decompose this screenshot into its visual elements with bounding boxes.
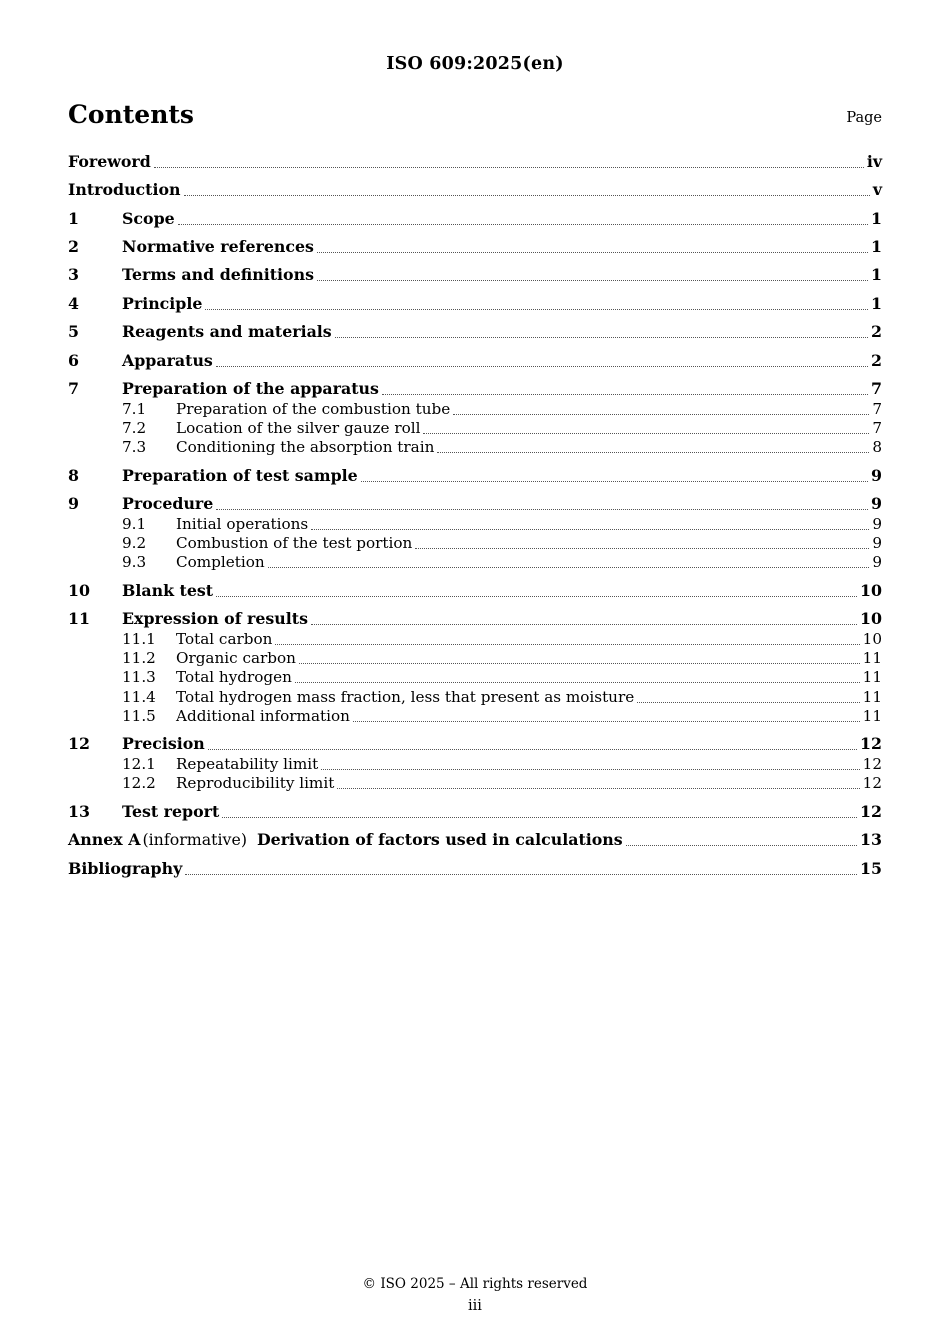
toc-title: Total hydrogen: [176, 668, 292, 686]
toc-entry-11-5[interactable]: [68, 706, 882, 726]
contents-title: Contents: [68, 100, 195, 129]
toc-title: Expression of results: [122, 609, 308, 628]
toc-page: 12: [862, 774, 882, 792]
toc-title: Total hydrogen mass fraction, less that present as moisture: [176, 688, 635, 706]
page-column-label: Page: [846, 110, 882, 126]
toc-title: Introduction: [68, 180, 181, 199]
toc-page: 10: [860, 581, 882, 600]
toc-title: Test report: [122, 802, 220, 821]
toc-page: 1: [871, 237, 882, 256]
page-number: iii: [468, 1298, 482, 1314]
toc-entry-7-3[interactable]: [68, 437, 882, 457]
toc-title: Combustion of the test portion: [176, 534, 413, 552]
toc-entry-7[interactable]: [68, 379, 882, 399]
toc-entry-foreword[interactable]: [68, 152, 882, 172]
dot-leader: [453, 414, 869, 415]
toc-entry-12-1[interactable]: [68, 754, 882, 774]
toc-page: 9: [872, 515, 882, 533]
toc-title: Apparatus: [122, 351, 213, 370]
dot-leader: [184, 195, 870, 196]
toc-entry-7-1[interactable]: [68, 399, 882, 419]
toc-entry-1[interactable]: [68, 209, 882, 229]
toc-entry-11[interactable]: [68, 609, 882, 629]
toc-entry-9-3[interactable]: [68, 552, 882, 572]
toc-title: Total carbon: [176, 630, 273, 648]
toc-number: 7.3: [122, 438, 147, 456]
toc-entry-5[interactable]: [68, 322, 882, 342]
annex-title: Derivation of factors used in calculations: [256, 830, 623, 849]
toc-number: 11.3: [122, 668, 156, 686]
toc-entry-annex-a[interactable]: [68, 830, 882, 850]
dot-leader: [299, 663, 860, 664]
dot-leader: [353, 721, 860, 722]
toc-page: 9: [872, 534, 882, 552]
dot-leader: [361, 481, 868, 482]
toc-title: Terms and definitions: [122, 265, 314, 284]
annex-label: Annex A: [68, 830, 141, 849]
dot-leader: [216, 366, 868, 367]
toc-page: 11: [862, 688, 882, 706]
dot-leader: [205, 309, 868, 310]
toc-number: 10: [68, 581, 90, 600]
dot-leader: [311, 529, 869, 530]
toc-number: 1: [68, 209, 79, 228]
toc-number: 3: [68, 265, 79, 284]
toc-entry-11-2[interactable]: [68, 648, 882, 668]
toc-entry-2[interactable]: [68, 237, 882, 257]
toc-title: Preparation of the combustion tube: [176, 400, 451, 418]
toc-number: 12.2: [122, 774, 156, 792]
toc-entry-11-1[interactable]: [68, 629, 882, 649]
dot-leader: [185, 874, 857, 875]
toc-page: 11: [862, 649, 882, 667]
dot-leader: [222, 817, 857, 818]
document-id: ISO 609:2025(en): [386, 54, 564, 74]
toc-title: Normative references: [122, 237, 314, 256]
toc-number: 6: [68, 351, 79, 370]
toc-title: Conditioning the absorption train: [176, 438, 435, 456]
toc-page: 11: [862, 707, 882, 725]
dot-leader: [154, 167, 864, 168]
dot-leader: [216, 509, 868, 510]
toc-entry-9-1[interactable]: [68, 514, 882, 534]
toc-title: Repeatability limit: [176, 755, 319, 773]
toc-entry-8[interactable]: [68, 466, 882, 486]
toc-entry-6[interactable]: [68, 351, 882, 371]
toc-entry-9[interactable]: [68, 494, 882, 514]
toc-entry-11-3[interactable]: [68, 667, 882, 687]
dot-leader: [275, 644, 859, 645]
toc-page: 2: [871, 351, 882, 370]
toc-entry-10[interactable]: [68, 581, 882, 601]
toc-page: 12: [862, 755, 882, 773]
toc-number: 7: [68, 379, 79, 398]
toc-entry-7-2[interactable]: [68, 418, 882, 438]
copyright-notice: © ISO 2025 – All rights reserved: [362, 1276, 588, 1292]
toc-entry-3[interactable]: [68, 265, 882, 285]
dot-leader: [337, 788, 859, 789]
toc-page: 7: [872, 400, 882, 418]
toc-number: 2: [68, 237, 79, 256]
toc-title: Bibliography: [68, 859, 183, 878]
toc-entry-4[interactable]: [68, 294, 882, 314]
toc-page: 11: [862, 668, 882, 686]
toc-number: 11.4: [122, 688, 156, 706]
dot-leader: [317, 252, 868, 253]
toc-number: 12: [68, 734, 90, 753]
toc-title: Blank test: [122, 581, 214, 600]
toc-title: Preparation of test sample: [122, 466, 358, 485]
toc-number: 11: [68, 609, 90, 628]
dot-leader: [415, 548, 869, 549]
toc-title: Initial operations: [176, 515, 309, 533]
toc-page: 12: [860, 734, 882, 753]
toc-page: 12: [860, 802, 882, 821]
toc-number: 9.3: [122, 553, 147, 571]
toc-entry-9-2[interactable]: [68, 533, 882, 553]
toc-title: Scope: [122, 209, 175, 228]
toc-number: 5: [68, 322, 79, 341]
toc-title: Foreword: [68, 152, 151, 171]
toc-number: 11.1: [122, 630, 156, 648]
toc-number: 7.2: [122, 419, 147, 437]
toc-title: Preparation of the apparatus: [122, 379, 379, 398]
toc-entry-12-2[interactable]: [68, 773, 882, 793]
toc-entry-introduction[interactable]: [68, 180, 882, 200]
toc-title: Reagents and materials: [122, 322, 332, 341]
toc-title: Organic carbon: [176, 649, 296, 667]
dot-leader: [437, 452, 869, 453]
toc-title: Location of the silver gauze roll: [176, 419, 421, 437]
toc-page: 2: [871, 322, 882, 341]
dot-leader: [268, 567, 870, 568]
toc-entry-12[interactable]: [68, 734, 882, 754]
toc-page: 8: [872, 438, 882, 456]
dot-leader: [423, 433, 869, 434]
toc-title: Principle: [122, 294, 203, 313]
toc-page: iv: [866, 152, 882, 171]
toc-number: 4: [68, 294, 79, 313]
toc-page: 9: [872, 553, 882, 571]
dot-leader: [295, 682, 860, 683]
dot-leader: [335, 337, 868, 338]
toc-page: 1: [871, 265, 882, 284]
annex-type: (informative): [142, 830, 247, 849]
toc-number: 9: [68, 494, 79, 513]
toc-entry-13[interactable]: [68, 802, 882, 822]
toc-page: 15: [860, 859, 882, 878]
toc-title: Reproducibility limit: [176, 774, 335, 792]
toc-number: 13: [68, 802, 90, 821]
dot-leader: [178, 224, 868, 225]
toc-number: 11.5: [122, 707, 156, 725]
dot-leader: [208, 749, 857, 750]
toc-page: 13: [860, 830, 882, 849]
dot-leader: [637, 702, 859, 703]
toc-title: Additional information: [176, 707, 350, 725]
toc-page: 1: [871, 294, 882, 313]
toc-title: Completion: [176, 553, 265, 571]
toc-page: 9: [871, 466, 882, 485]
toc-number: 7.1: [122, 400, 147, 418]
toc-page: 9: [871, 494, 882, 513]
toc-page: v: [872, 180, 882, 199]
toc-number: 9.2: [122, 534, 147, 552]
dot-leader: [317, 280, 868, 281]
toc-title: Procedure: [122, 494, 214, 513]
toc-number: 11.2: [122, 649, 156, 667]
dot-leader: [216, 596, 857, 597]
toc-number: 9.1: [122, 515, 147, 533]
dot-leader: [321, 769, 859, 770]
toc-page: 7: [871, 379, 882, 398]
dot-leader: [626, 845, 857, 846]
toc-page: 7: [872, 419, 882, 437]
toc-entry-bibliography[interactable]: [68, 859, 882, 879]
dot-leader: [382, 394, 868, 395]
dot-leader: [311, 624, 857, 625]
toc-number: 8: [68, 466, 79, 485]
toc-page: 1: [871, 209, 882, 228]
toc-entry-11-4[interactable]: [68, 687, 882, 707]
toc-title: Precision: [122, 734, 205, 753]
toc-page: 10: [860, 609, 882, 628]
toc-number: 12.1: [122, 755, 156, 773]
toc-page: 10: [862, 630, 882, 648]
